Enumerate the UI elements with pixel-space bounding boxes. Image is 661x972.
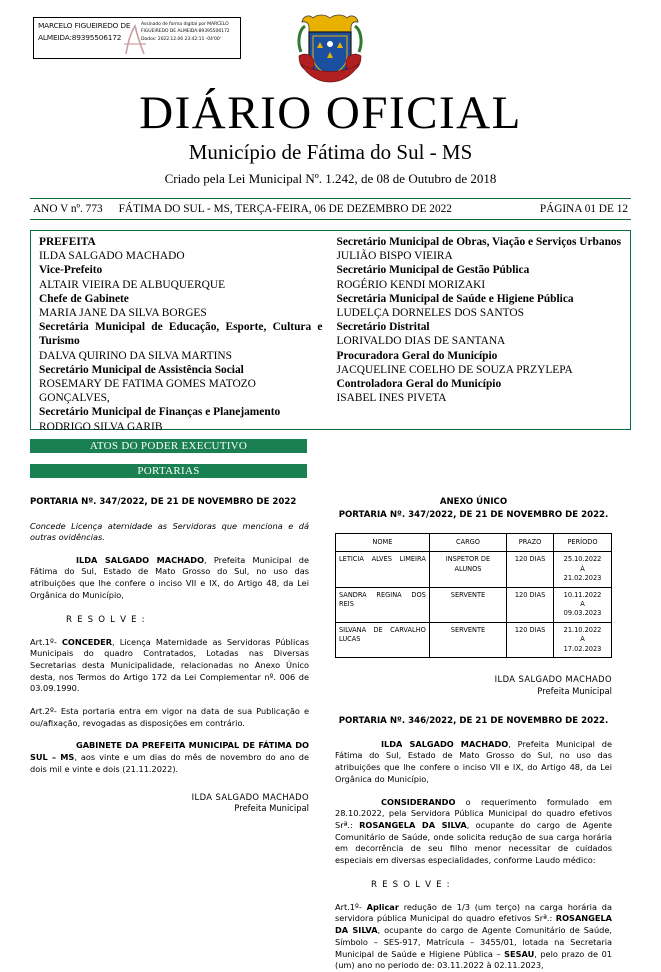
page-number: PÁGINA 01 DE 12 [539,203,628,215]
officials-column-right [331,235,631,429]
preamble-rest: , Prefeita Municipal de Fátima do Sul, Estado de Mato Grosso do Sul, no uso das atribuições que lhe confere o inciso VII e IX, do Artigo 48, da Lei Orgânica do Município, [335,738,612,784]
art1-prefix: Art.1º- [335,901,367,912]
official-person: ISABEL INES PIVETA [336,392,447,405]
column-right [321,478,612,972]
cell-nome: LETICIA ALVES LIMEIRA [336,552,430,587]
cell-cargo: INSPETOR DE ALUNOS [429,552,506,587]
portaria-347-gabinete [30,740,309,775]
preamble-mayor-name: ILDA SALGADO MACHADO [76,554,205,565]
official-role: Chefe de Gabinete [39,292,129,305]
official-person: JULIÃO BISPO VIEIRA [336,250,453,263]
preamble-mayor-name: ILDA SALGADO MACHADO [381,738,509,749]
periodo-sep: A [580,635,585,644]
portaria-347-signature [30,792,309,815]
art1-server-name: ROSANGELA DA SILVA [335,913,612,936]
considerando-tail: , ocupante do cargo de Agente Comunitário de Saúde, onde solicita redução de sua carga horária em decorrência de seu filho menor necessitar de cuidados especiais em diversas especialidades, conforme Laudo médico: [335,819,612,866]
art1-verb: Aplicar [366,901,399,912]
digital-signature-box [33,17,241,59]
portaria-346-art1 [335,902,612,972]
gabinete-label: GABINETE DA PREFEITA MUNICIPAL DE FÁTIMA DO SUL – MS [30,740,309,763]
official-person: MARIA JANE DA SILVA BORGES [39,307,207,320]
periodo-start: 21.10.2022 [563,625,602,634]
periodo-sep: À [580,564,585,573]
portaria-347-art1 [30,637,309,696]
table-header-periodo: PERÍODO [554,534,612,552]
official-person: RODRIGO SILVA GARIB [39,420,163,433]
anexo-table [335,533,612,658]
table-row [336,622,612,657]
cell-prazo: 120 DIAS [507,587,554,622]
coat-of-arms-icon [295,12,365,84]
edition-info-bar [30,198,631,220]
signature-subject-name: MARCELO FIGUEIREDO DE ALMEIDA:89395506172 [38,21,131,42]
official-role: Vice-Prefeito [39,264,103,277]
considerando-label: CONSIDERANDO [381,796,456,807]
art1-end: , pelo prazo de 01 (um) ano no periodo de: 03.11.2022 à 02.11.2023, [335,948,612,971]
considerando-server-name: ROSANGELA DA SILVA [359,819,467,830]
cell-nome: SILVANA DE CARVALHO LUCAS [336,622,430,657]
signature-name: ILDA SALGADO MACHADO [191,791,309,802]
officials-box [30,230,631,433]
gabinete-rest: , aos vinte e um dias do mês de novembro do ano de dois mil e vinte e dois (21.11.2022). [30,752,309,774]
art1-mid: redução de 1/3 (um terço) na carga horária da servidora pública Municipal do quadro efetivos Srª.: [335,901,612,924]
official-role: Secretário Municipal de Assistência Social [39,363,244,376]
signature-name: ILDA SALGADO MACHADO [494,674,612,685]
official-role: Secretário Municipal de Obras, Viação e Serviços Urbanos [336,236,622,248]
official-role: Controladora Geral do Município [336,378,502,391]
cell-prazo: 120 DIAS [507,622,554,657]
portaria-347-preamble [30,555,309,602]
portaria-346-preamble [335,739,612,786]
art1-verb: CONCEDER [61,636,113,647]
edition-date: FÁTIMA DO SUL - MS, TERÇA-FEIRA, 06 DE DEZEMBRO DE 2022 [118,203,452,215]
portaria-346-considerando [335,797,612,867]
officials-column-left [31,235,331,433]
periodo-end: 21.02.2023 [563,574,602,583]
table-row [336,587,612,622]
section-bar-atos-do-poder-executivo: ATOS DO PODER EXECUTIVO [30,439,307,453]
official-person: ILDA SALGADO MACHADO [39,250,185,263]
periodo-end: 17.02.2023 [563,644,602,653]
art1-prefix: Art.1º- [30,636,62,647]
preamble-rest: , Prefeita Municipal de Fátima do Sul, Estado de Mato Grosso do Sul, no uso das atribuições que lhe confere o inciso VII e IX, do Artigo 48, da Lei Orgânica do Município, [30,554,309,600]
table-row [336,552,612,587]
portaria-347-title: PORTARIA Nº. 347/2022, DE 21 DE NOVEMBRO DE 2022 [30,497,297,507]
table-header-cargo: CARGO [429,534,506,552]
table-header-row [336,534,612,552]
considerando-rest: o requerimento formulado em 28.10.2022, pela Servidora Pública Municipal do quadro efetivos Srª.: [335,796,612,830]
cell-cargo: SERVENTE [429,622,506,657]
portaria-347-art2: Art.2º- Esta portaria entra em vigor na data de sua Publicação e ou/afixação, revogadas as disposições em contrário. [30,706,309,728]
official-role: Secretário Municipal de Gestão Pública [336,264,530,277]
anexo-signature [335,674,612,697]
official-person: LUDELÇA DORNELES DOS SANTOS [336,307,524,320]
signature-metadata: Assinado de forma digital por MARCELO FIGUEIREDO DE ALMEIDA:89395506172 Dados: 2022.12.06 23:42:11 -04'00' [141,22,230,42]
official-person: ROSEMARY DE FATIMA GOMES MATOZO GONÇALVES, [39,378,256,405]
table-header-prazo: PRAZO [507,534,554,552]
signature-role: Prefeita Municipal [234,803,309,814]
resolve-label: R E S O L V E : [66,614,146,625]
cell-cargo: SERVENTE [429,587,506,622]
official-person: ROGÉRIO KENDI MORIZAKI [336,278,486,291]
periodo-sep: A [580,600,585,609]
anexo-unico-label: ANEXO ÚNICO [439,497,508,507]
edition-year-number: ANO V nº. 773 [33,203,103,215]
official-person: JACQUELINE COELHO DE SOUZA PRZYLEPA [336,363,573,376]
masthead-law-line: Criado pela Lei Municipal Nº. 1.242, de 08 de Outubro de 2018 [164,171,497,186]
page-title: DIÁRIO OFICIAL [139,87,522,139]
official-person: ALTAIR VIEIRA DE ALBUQUERQUE [39,278,226,291]
cell-periodo [554,552,612,587]
cell-periodo [554,587,612,622]
official-person: LORIVALDO DIAS DE SANTANA [336,335,506,348]
art1-rest: , Licença Maternidade as Servidoras Públicas Municipais do quadro Contratados, Lotadas nas Diversas Secretarias desta Municipalidade, relacionadas no Anexo Único desta, nos Termos do Artigo 172 da Lei Complementar nº. 006 de 03.09.1990. [30,636,310,694]
column-left [30,478,321,972]
official-role: Secretária Municipal de Educação, Esporte, Cultura e Turismo [39,321,323,348]
official-role: Secretária Municipal de Saúde e Higiene Pública [336,292,574,305]
art1-tail: , ocupante do cargo de Agente Comunitário de Saúde, Símbolo – SES-917, Matrícula – 3455/01, lotada na Secretaria Municipal de Saúde e Higiene Pública – [335,925,612,959]
anexo-unico-reference: PORTARIA Nº. 347/2022, DE 21 DE NOVEMBRO DE 2022. [338,509,609,520]
official-role: Secretário Municipal de Finanças e Planejamento [39,406,281,419]
cell-periodo [554,622,612,657]
resolve-label: R E S O L V E : [371,879,451,890]
official-role: Procuradora Geral do Município [336,349,498,362]
content-columns [30,478,631,972]
cell-prazo: 120 DIAS [507,552,554,587]
periodo-start: 10.11.2022 [563,590,602,599]
signature-role: Prefeita Municipal [537,685,612,696]
section-bar-portarias: PORTARIAS [30,464,307,478]
official-role: Secretário Distrital [336,321,430,334]
periodo-end: 09.03.2023 [563,609,602,618]
portaria-346-title: PORTARIA Nº. 346/2022, DE 21 DE NOVEMBRO DE 2022. [338,716,609,727]
art1-sesau: SESAU [504,948,535,959]
official-person: DALVA QUIRINO DA SILVA MARTINS [39,349,232,362]
anexo-unico-title [335,496,612,521]
periodo-start: 25.10.2022 [563,555,602,564]
official-role: PREFEITA [39,236,96,248]
portaria-347-ementa: Concede Licença aternidade as Servidoras que menciona e dá outras ovidências. [30,520,309,543]
masthead-subtitle: Município de Fátima do Sul - MS [188,140,473,164]
cell-nome: SANDRA REGINA DOS REIS [336,587,430,622]
table-header-nome: NOME [336,534,430,552]
